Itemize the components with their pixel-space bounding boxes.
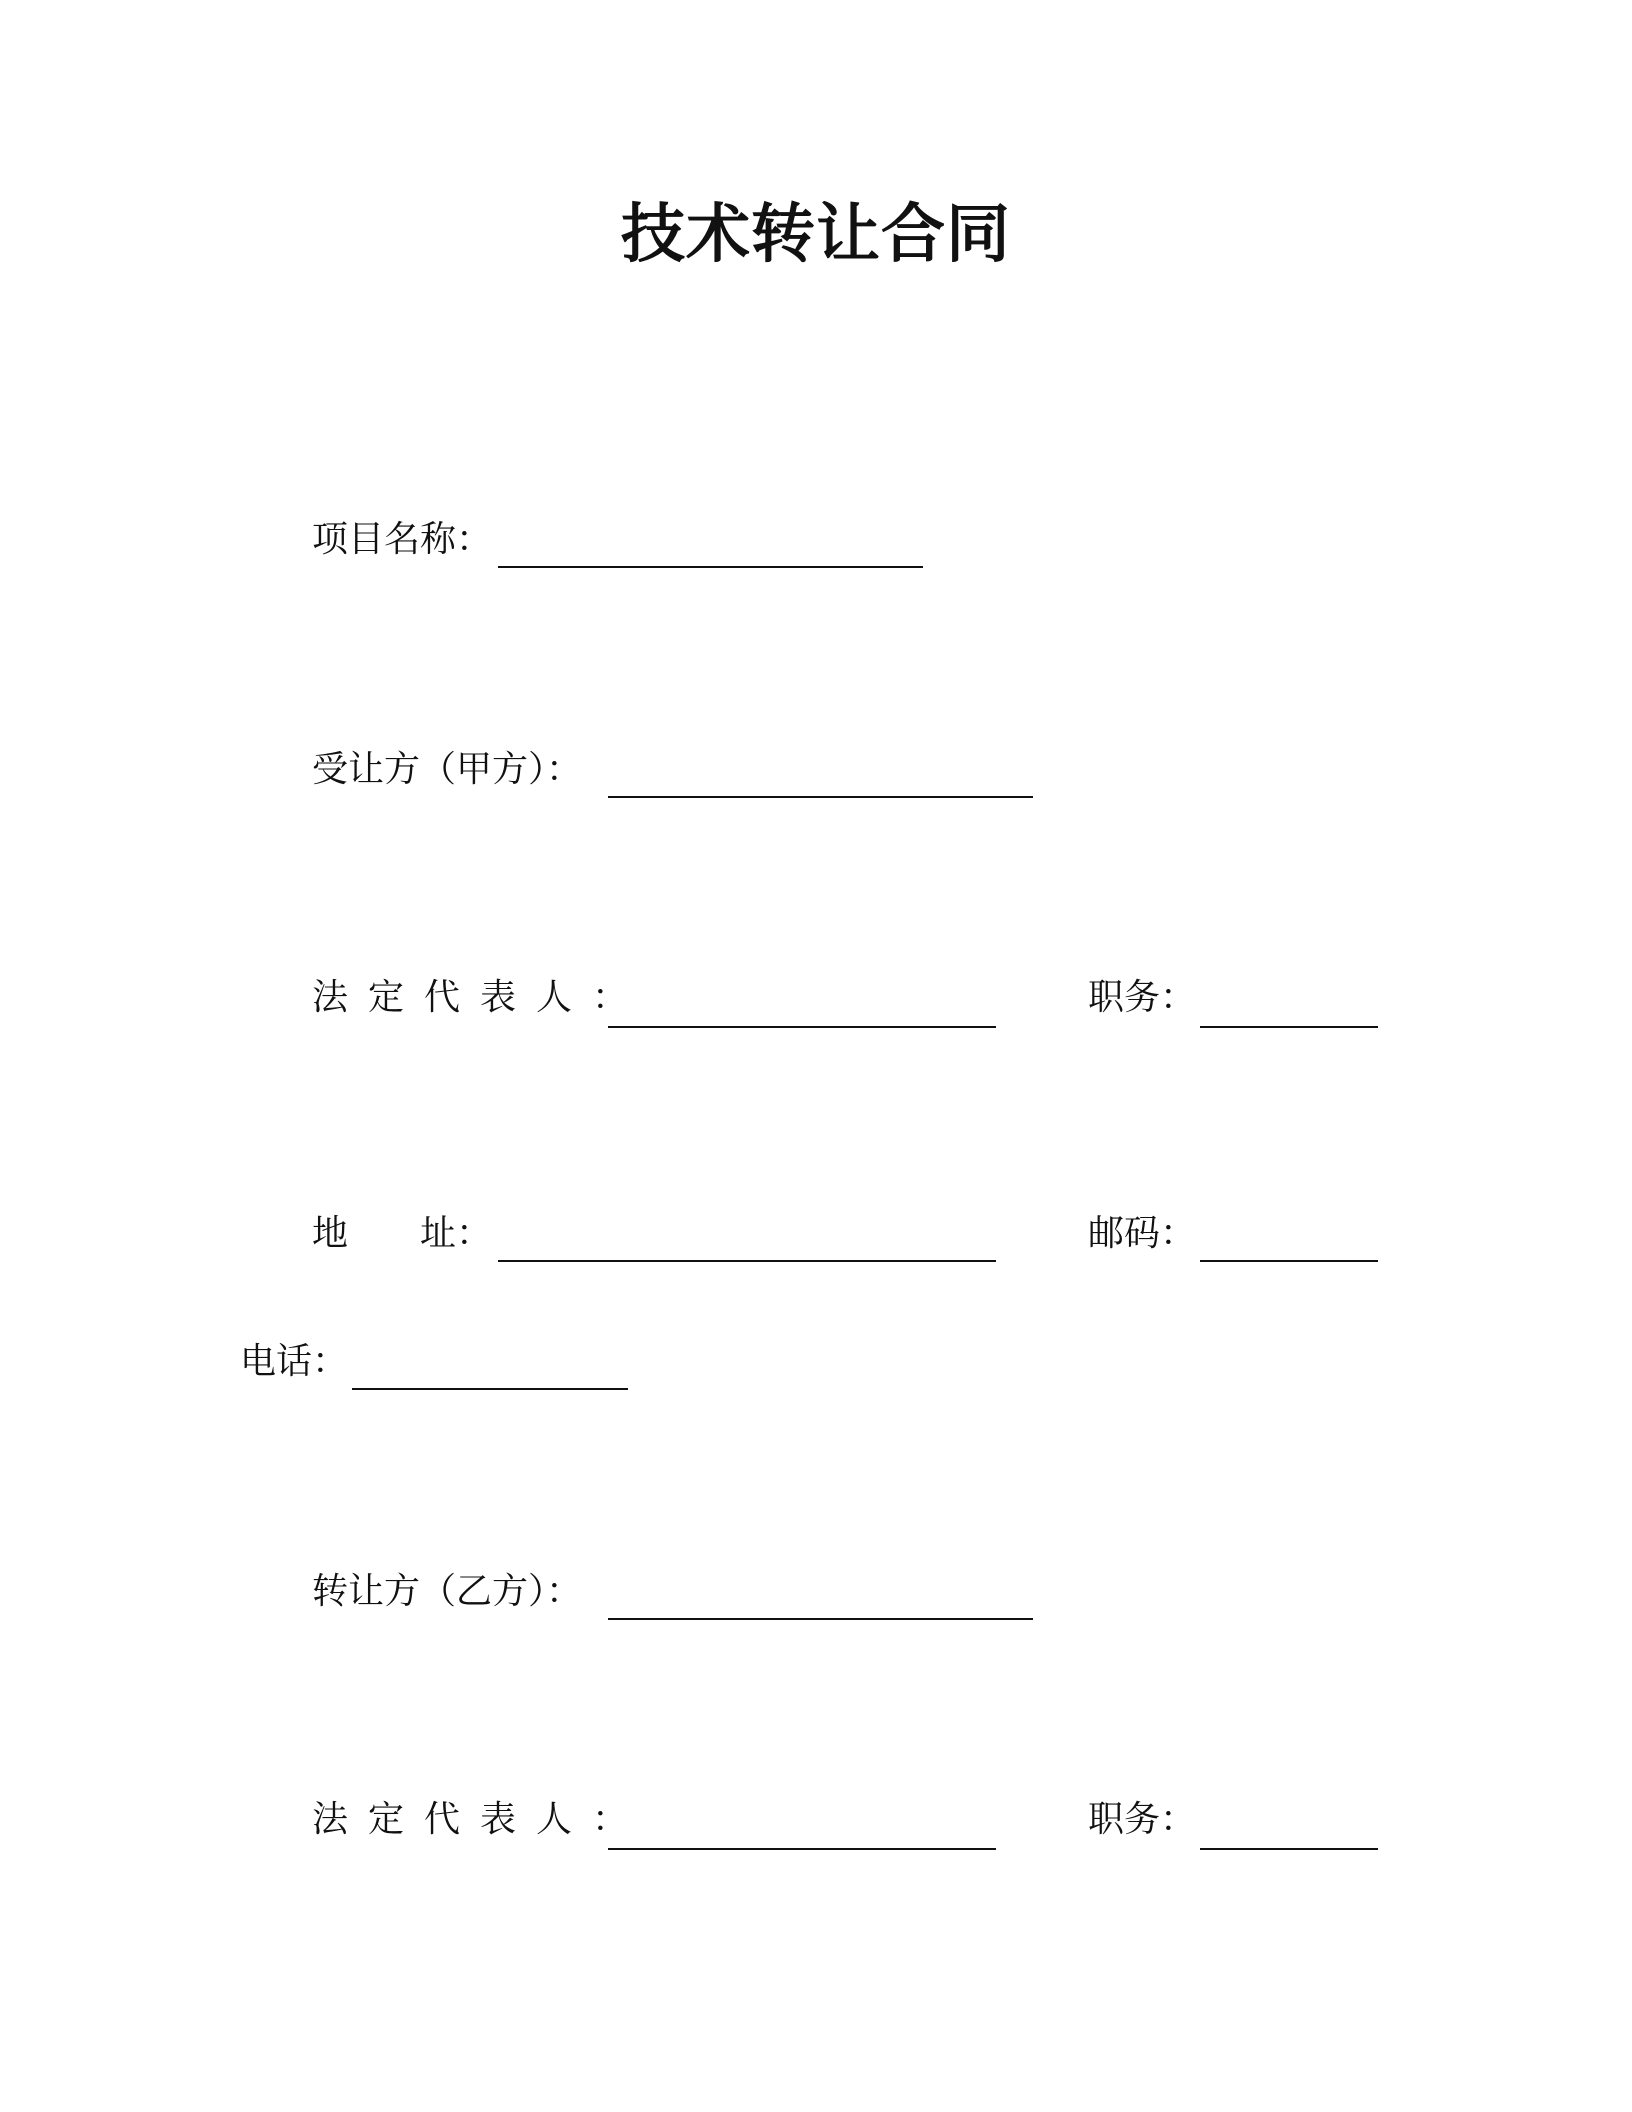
party-b-position-label: 职务： (1088, 1799, 1197, 1840)
party-b-position-field[interactable] (1200, 1848, 1378, 1850)
party-a-postcode-field[interactable] (1200, 1260, 1378, 1262)
party-a-representative-field[interactable] (608, 1026, 996, 1028)
project-name-field[interactable] (498, 566, 923, 568)
project-name-label: 项目名称： (312, 519, 493, 560)
party-b-representative-label: 法定代表人： (312, 1799, 649, 1840)
party-a-position-label: 职务： (1088, 977, 1197, 1018)
transferor-field[interactable] (608, 1618, 1033, 1620)
party-a-position-field[interactable] (1200, 1026, 1378, 1028)
transferor-label: 转让方（乙方）： (312, 1571, 583, 1612)
document-title: 技术转让合同 (621, 198, 1011, 272)
party-a-postcode-label: 邮码： (1088, 1213, 1197, 1254)
party-a-address-label: 地 址： (312, 1213, 493, 1254)
party-a-phone-field[interactable] (352, 1388, 628, 1390)
transferee-label: 受让方（甲方）： (312, 749, 583, 790)
transferee-field[interactable] (608, 796, 1033, 798)
party-a-phone-label: 电话： (240, 1341, 349, 1382)
party-b-representative-field[interactable] (608, 1848, 996, 1850)
party-a-address-field[interactable] (498, 1260, 996, 1262)
party-a-representative-label: 法定代表人： (312, 977, 649, 1018)
